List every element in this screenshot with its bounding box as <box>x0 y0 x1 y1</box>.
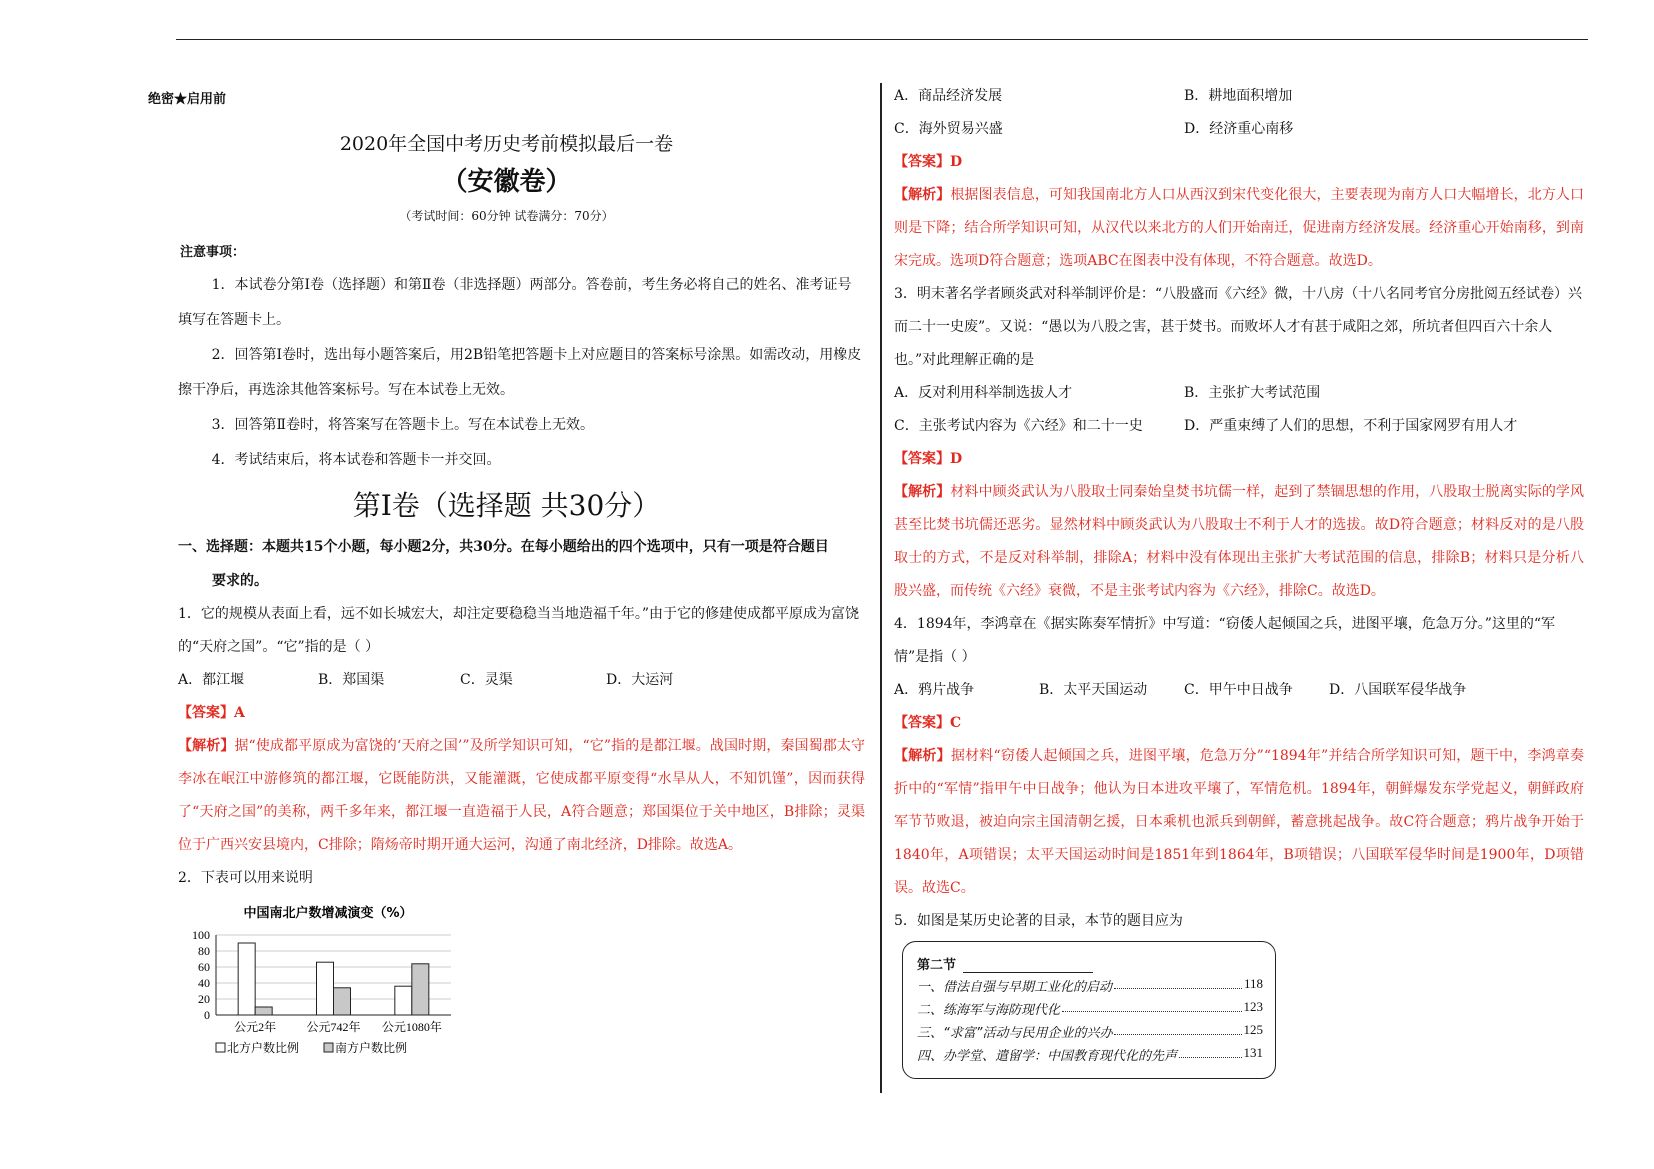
toc-leader <box>1114 976 1242 989</box>
bar-south <box>412 964 429 1015</box>
explanation-tag: 【解析】 <box>894 484 951 500</box>
bar-south <box>334 988 351 1015</box>
toc-item <box>917 1045 1263 1064</box>
x-tick-label: 公元742年 <box>306 1020 361 1034</box>
question-2-options-row2 <box>894 113 1584 146</box>
section-instruction <box>148 530 865 598</box>
chart-title: 中国南北户数增减演变（%） <box>243 906 413 921</box>
toc-item-title: 二、练海军与海防现代化 <box>917 1003 1061 1018</box>
explanation-text: 根据图表信息，可知我国南北方人口从西汉到宋代变化很大，主要表现为南方人口大幅增长，北方人口则是下降；结合所学知识可知，从汉代以来北方的人们开始南迁，促进南方经济发展。经济重心开始南移，到南宋完成。选项D符合题意；选项ABC在图表中没有体现，不符合题意。故选D。 <box>894 187 1585 269</box>
question-2-explanation <box>894 179 1584 278</box>
toc-item <box>917 976 1263 995</box>
bar-north <box>238 943 255 1015</box>
option-c: C．灵渠 <box>460 672 513 688</box>
confidential-mark: 绝密★启用前 <box>148 92 227 107</box>
question-1-stem: 1．它的规模从表面上看，远不如长城宏大，却注定要稳稳当当地造福千年。”由于它的修建使成都平原成为富饶的“天府之国”。“它”指的是（ ） <box>178 606 860 655</box>
question-2-answer: 【答案】D <box>894 154 963 170</box>
header-rule <box>176 39 1588 40</box>
question-4-options <box>894 674 1584 707</box>
toc-item <box>917 1022 1263 1041</box>
option-b: B．郑国渠 <box>318 672 385 688</box>
option-d: D．八国联军侵华战争 <box>1329 682 1467 698</box>
x-tick-label: 公元1080年 <box>381 1020 442 1034</box>
question-1-options <box>148 664 865 697</box>
y-tick-label: 0 <box>204 1008 210 1022</box>
option-c: C．海外贸易兴盛 <box>894 121 1003 137</box>
toc-leader <box>1114 1022 1241 1035</box>
option-b: B．太平天国运动 <box>1039 682 1148 698</box>
toc-item-page: 118 <box>1243 976 1263 991</box>
explanation-tag: 【解析】 <box>178 738 235 754</box>
toc-heading-rule <box>963 972 1093 973</box>
toc-leader <box>1062 999 1241 1012</box>
toc-item-title: 一、借法自强与早期工业化的启动 <box>917 980 1113 995</box>
question-3-explanation <box>894 476 1584 608</box>
question-4-stem: 4．1894年，李鸿章在《据实陈奏军情折》中写道：“窃倭人起倾国之兵，进图平壤，危急万分。”这里的“军情”是指（ ） <box>894 616 1556 665</box>
note-item: 1．本试卷分第Ⅰ卷（选择题）和第Ⅱ卷（非选择题）两部分。答卷前，考生务必将自己的姓名、准考证号填写在答题卡上。 <box>178 277 852 328</box>
option-d: D．经济重心南移 <box>1184 121 1294 137</box>
toc-item-page: 123 <box>1243 999 1263 1014</box>
y-tick-label: 100 <box>192 928 210 942</box>
question-2-options-row1 <box>894 80 1584 113</box>
option-a: A．反对利用科举制选拔人才 <box>894 385 1073 401</box>
section-instruction-line1: 一、选择题：本题共15个小题，每小题2分，共30分。在每小题给出的四个选项中，只有一项是符合题目 <box>178 539 829 555</box>
option-b: B．耕地面积增加 <box>1184 88 1293 104</box>
notes-heading: 注意事项： <box>180 245 246 260</box>
question-4-explanation <box>894 740 1584 905</box>
option-d: D．大运河 <box>606 672 674 688</box>
legend-swatch <box>324 1043 333 1052</box>
option-a: A．都江堰 <box>178 672 245 688</box>
toc-heading: 第二节 <box>917 958 957 973</box>
explanation-text: 材料中顾炎武认为八股取士同秦始皇焚书坑儒一样，起到了禁锢思想的作用，八股取士脱离实际的学风甚至比焚书坑儒还恶劣。显然材料中顾炎武认为八股取士不利于人才的选拔。故D符合题意；材料反对的是八股取士的方式，不是反对科举制，排除A；材料中没有体现出主张扩大考试范围的信息，排除B；材料只是分析八股兴盛，而传统《六经》衰微，不是主张考试内容为《六经》，排除C。故选D。 <box>894 484 1585 599</box>
question-1-answer: 【答案】A <box>178 705 245 721</box>
household-chart-svg <box>176 903 476 1073</box>
note-item: 2．回答第Ⅰ卷时，选出每小题答案后，用2B铅笔把答题卡上对应题目的答案标号涂黑。如需改动，用橡皮擦干净后，再选涂其他答案标号。写在本试卷上无效。 <box>178 347 862 398</box>
bar-north <box>317 962 334 1015</box>
toc-item-title: 四、办学堂、遣留学：中国教育现代化的先声 <box>917 1049 1178 1064</box>
question-5-stem: 5．如图是某历史论著的目录，本节的题目应为 <box>894 913 1183 929</box>
y-tick-label: 60 <box>198 960 210 974</box>
x-tick-label: 公元2年 <box>234 1020 277 1034</box>
question-3-options-row2 <box>894 410 1584 443</box>
option-c: C．主张考试内容为《六经》和二十一史 <box>894 418 1143 434</box>
question-3-answer: 【答案】D <box>894 451 963 467</box>
table-of-contents-box <box>902 941 1276 1079</box>
explanation-tag: 【解析】 <box>894 187 951 203</box>
explanation-text: 据“使成都平原成为富饶的‘天府之国’”及所学知识可知，“它”指的是都江堰。战国时期，秦国蜀郡太守李冰在岷江中游修筑的都江堰，它既能防洪，又能灌溉，它使成都平原变得“水旱从人，不知饥馑”，因而获得了“天府之国”的美称，两千多年来，都江堰一直造福于人民，A符合题意；郑国渠位于关中地区，B排除；灵渠位于广西兴安县境内，C排除；隋炀帝时期开通大运河，沟通了南北经济，D排除。故选A。 <box>178 738 865 853</box>
option-b: B．主张扩大考试范围 <box>1184 385 1321 401</box>
option-a: A．商品经济发展 <box>894 88 1003 104</box>
toc-item-page: 125 <box>1243 1022 1263 1037</box>
option-a: A．鸦片战争 <box>894 682 975 698</box>
section-title: 第Ⅰ卷（选择题 共30分） <box>352 489 661 522</box>
column-divider <box>880 83 882 1093</box>
legend-label: 南方户数比例 <box>335 1041 408 1055</box>
left-column <box>148 80 865 1073</box>
bar-north <box>395 986 412 1015</box>
option-d: D．严重束缚了人们的思想，不利于国家网罗有用人才 <box>1184 418 1518 434</box>
y-tick-label: 40 <box>198 976 210 990</box>
question-1-explanation <box>148 730 865 862</box>
note-item: 3．回答第Ⅱ卷时，将答案写在答题卡上。写在本试卷上无效。 <box>211 417 595 433</box>
note-item: 4．考试结束后，将本试卷和答题卡一并交回。 <box>211 452 501 468</box>
household-chart <box>176 903 476 1073</box>
question-3-stem: 3．明末著名学者顾炎武对科举制评价是：“八股盛而《六经》微，十八房（十八名同考官分房批阅五经试卷）兴而二十一史废”。又说：“愚以为八股之害，甚于焚书。而败坏人才有甚于咸阳之郊，所坑者但四百六十余人也。”对此理解正确的是 <box>894 286 1583 368</box>
toc-item <box>917 999 1263 1018</box>
legend-swatch <box>216 1043 225 1052</box>
question-3-options-row1 <box>894 377 1584 410</box>
legend-label: 北方户数比例 <box>227 1041 300 1055</box>
toc-item-page: 131 <box>1243 1045 1263 1060</box>
toc-item-title: 三、“求富”活动与民用企业的兴办 <box>917 1026 1113 1041</box>
exam-title: 2020年全国中考历史考前模拟最后一卷 <box>339 133 674 155</box>
question-2-stem: 2．下表可以用来说明 <box>178 870 313 886</box>
right-column <box>894 80 1584 938</box>
explanation-tag: 【解析】 <box>894 748 951 764</box>
bar-south <box>255 1007 272 1015</box>
exam-meta: （考试时间：60分钟 试卷满分：70分） <box>399 209 614 223</box>
question-4-answer: 【答案】C <box>894 715 962 731</box>
explanation-text: 据材料“窃倭人起倾国之兵，进图平壤，危急万分”“1894年”并结合所学知识可知，题干中，李鸿章奏折中的“军情”指甲午中日战争；他认为日本进攻平壤了，军情危机。1894年，朝鲜爆发东学党起义，朝鲜政府军节节败退，被迫向宗主国清朝乞援，日本乘机也派兵到朝鲜，蓄意挑起战争。故C符合题意；鸦片战争开始于1840年，A项错误；太平天国运动时间是1851年到1864年，B项错误；八国联军侵华时间是1900年，D项错误。故选C。 <box>894 748 1585 896</box>
section-instruction-line2: 要求的。 <box>212 573 268 589</box>
exam-subtitle: （安徽卷） <box>441 167 572 197</box>
y-tick-label: 80 <box>198 944 210 958</box>
toc-leader <box>1179 1045 1241 1058</box>
option-c: C．甲午中日战争 <box>1184 682 1293 698</box>
y-tick-label: 20 <box>198 992 210 1006</box>
